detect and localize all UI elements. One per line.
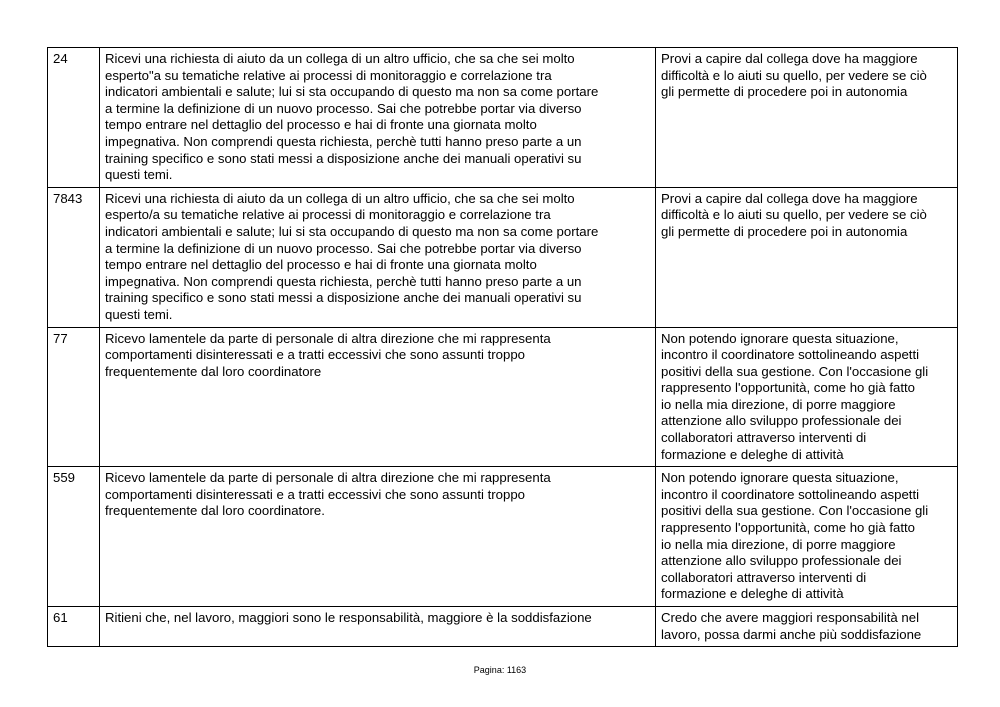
row-answer: Non potendo ignorare questa situazione, incontro il coordinatore sottolineando aspetti positivi della sua gestione. Con l'occasione gli rappresento l'opportunità, come ho già fatto io nella mia direzione, di porre maggiore attenzione allo sviluppo professionale dei collaboratori attraverso interventi di formazione e deleghe di attività — [656, 327, 958, 467]
row-question: Ricevi una richiesta di aiuto da un collega di un altro ufficio, che sa che sei molto esperto"a su tematiche relative ai processi di monitoraggio e correlazione tra indicatori ambientali e salute; lui si sta occupando di questo ma non sa come portare a termine la definizione di un nuovo processo. Sai che potrebbe portar via diverso tempo entrare nel dettaglio del processo e hai di fronte una giornata molto impegnativa. Non comprendi questa richiesta, perchè tutti hanno preso parte a un training specifico e sono stati messi a disposizione anche dei manuali operativi su questi temi. — [100, 48, 656, 188]
row-question: Ricevo lamentele da parte di personale di altra direzione che mi rappresenta comportamenti disinteressati e a tratti eccessivi che sono assunti troppo frequentemente dal loro coordinatore — [100, 327, 656, 467]
row-answer: Provi a capire dal collega dove ha maggiore difficoltà e lo aiuti su quello, per vedere se ciò gli permette di procedere poi in autonomia — [656, 48, 958, 188]
questions-table — [47, 47, 958, 647]
table-row — [48, 467, 958, 607]
table-row — [48, 48, 958, 188]
page-number: Pagina: 1163 — [473, 665, 527, 675]
row-id: 77 — [48, 327, 100, 467]
row-id: 7843 — [48, 187, 100, 327]
row-question: Ritieni che, nel lavoro, maggiori sono le responsabilità, maggiore è la soddisfazione — [100, 607, 656, 647]
row-id: 24 — [48, 48, 100, 188]
row-question: Ricevi una richiesta di aiuto da un collega di un altro ufficio, che sa che sei molto esperto/a su tematiche relative ai processi di monitoraggio e correlazione tra indicatori ambientali e salute; lui si sta occupando di questo ma non sa come portare a termine la definizione di un nuovo processo. Sai che potrebbe portar via diverso tempo entrare nel dettaglio del processo e hai di fronte una giornata molto impegnativa. Non comprendi questa richiesta, perchè tutti hanno preso parte a un training specifico e sono stati messi a disposizione anche dei manuali operativi su questi temi. — [100, 187, 656, 327]
row-answer: Credo che avere maggiori responsabilità nel lavoro, possa darmi anche più soddisfazione — [656, 607, 958, 647]
row-question: Ricevo lamentele da parte di personale di altra direzione che mi rappresenta comportamenti disinteressati e a tratti eccessivi che sono assunti troppo frequentemente dal loro coordinatore. — [100, 467, 656, 607]
table-row — [48, 327, 958, 467]
row-id: 559 — [48, 467, 100, 607]
table-row — [48, 607, 958, 647]
row-answer: Non potendo ignorare questa situazione, incontro il coordinatore sottolineando aspetti positivi della sua gestione. Con l'occasione gli rappresento l'opportunità, come ho già fatto io nella mia direzione, di porre maggiore attenzione allo sviluppo professionale dei collaboratori attraverso interventi di formazione e deleghe di attività — [656, 467, 958, 607]
row-answer: Provi a capire dal collega dove ha maggiore difficoltà e lo aiuti su quello, per vedere se ciò gli permette di procedere poi in autonomia — [656, 187, 958, 327]
row-id: 61 — [48, 607, 100, 647]
table-row — [48, 187, 958, 327]
